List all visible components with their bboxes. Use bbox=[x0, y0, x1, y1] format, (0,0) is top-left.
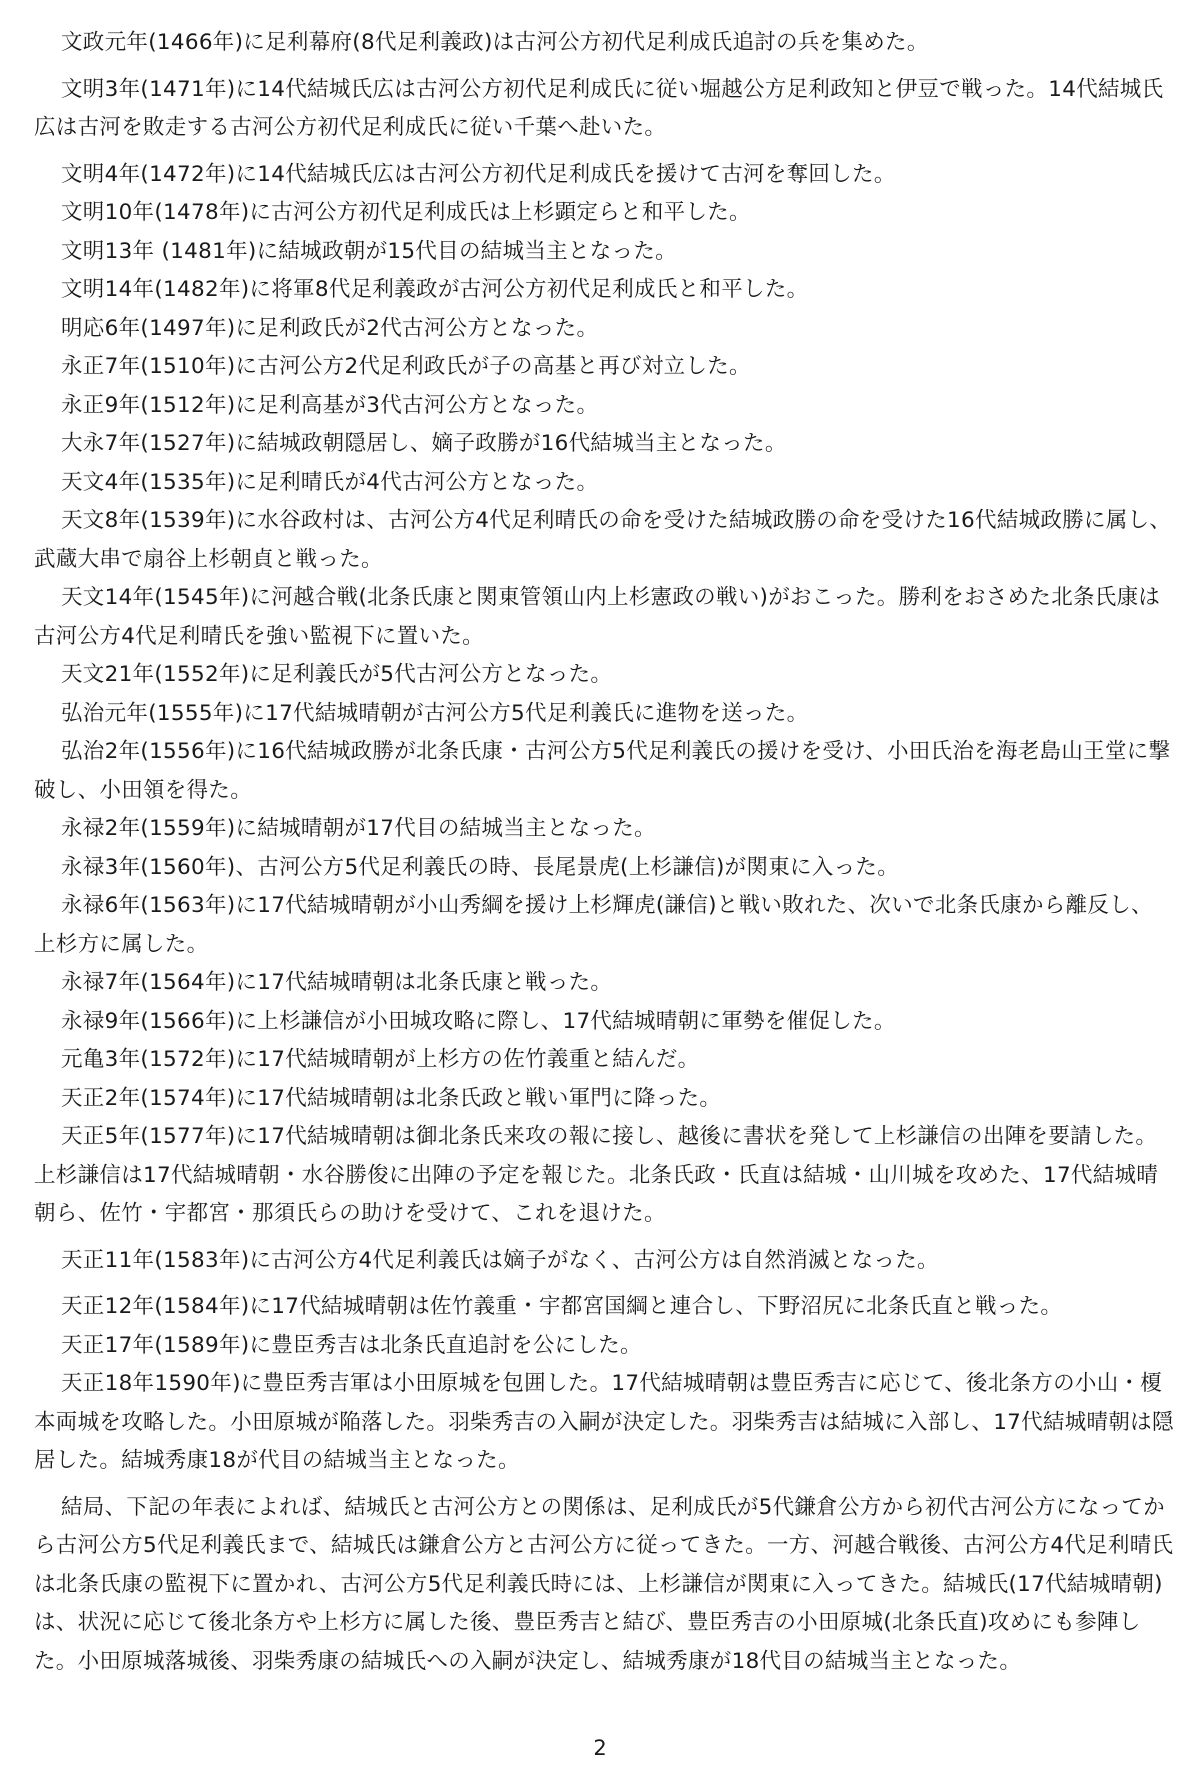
paragraph: 文明4年(1472年)に14代結城氏広は古河公方初代足利成氏を援けて古河を奪回した。 bbox=[61, 161, 896, 187]
paragraph: 永正7年(1510年)に古河公方2代足利政氏が子の高基と再び対立した。 bbox=[61, 354, 751, 379]
paragraph: 元亀3年(1572年)に17代結城晴朝が上杉方の佐竹義重と結んだ。 bbox=[61, 1047, 700, 1072]
paragraph: 天文8年(1539年)に水谷政村は、古河公方4代足利晴氏の命を受けた結城政勝の命を受けた16代結城政勝に属し、武蔵大串で扇谷上杉朝貞と戦った。 bbox=[34, 508, 1172, 572]
paragraph: 天文21年(1552年)に足利義氏が5代古河公方となった。 bbox=[61, 662, 613, 687]
paragraph: 大永7年(1527年)に結城政朝隠居し、嫡子政勝が16代結城当主となった。 bbox=[61, 431, 787, 456]
paragraph: 天正18年1590年)に豊臣秀吉軍は小田原城を包囲した。17代結城晴朝は豊臣秀吉に応じて、後北条方の小山・榎本両城を攻略した。小田原城が陥落した。羽柴秀吉の入嗣が決定した。羽柴秀吉は結城に入部し、17代結城晴朝は隠居した。結城秀康18が代目の結城当主となった。 bbox=[34, 1371, 1174, 1473]
paragraph: 文明3年(1471年)に14代結城氏広は古河公方初代足利成氏に従い堀越公方足利政知と伊豆で戦った。14代結城氏広は古河を敗走する古河公方初代足利成氏に従い千葉へ赴いた。 bbox=[34, 76, 1164, 140]
document-body bbox=[34, 24, 1174, 1681]
paragraph: 弘治元年(1555年)に17代結城晴朝が古河公方5代足利義氏に進物を送った。 bbox=[61, 700, 809, 726]
paragraph: 文政元年(1466年)に足利幕府(8代足利義政)は古河公方初代足利成氏追討の兵を集めた。 bbox=[61, 30, 929, 55]
paragraph: 天正11年(1583年)に古河公方4代足利義氏は嫡子がなく、古河公方は自然消滅となった。 bbox=[61, 1247, 939, 1273]
paragraph: 永禄6年(1563年)に17代結城晴朝が小山秀綱を援け上杉輝虎(謙信)と戦い敗れた、次いで北条氏康から離反し、上杉方に属した。 bbox=[34, 893, 1153, 957]
paragraph: 天正2年(1574年)に17代結城晴朝は北条氏政と戦い軍門に降った。 bbox=[61, 1085, 722, 1111]
paragraph: 永禄2年(1559年)に結城晴朝が17代目の結城当主となった。 bbox=[61, 816, 656, 841]
paragraph: 天文14年(1545年)に河越合戦(北条氏康と関東管領山内上杉憲政の戦い)がおこった。勝利をおさめた北条氏康は古河公方4代足利晴氏を強い監視下に置いた。 bbox=[34, 585, 1161, 649]
paragraph: 永正9年(1512年)に足利高基が3代古河公方となった。 bbox=[61, 392, 599, 418]
paragraph: 明応6年(1497年)に足利政氏が2代古河公方となった。 bbox=[61, 315, 599, 341]
paragraph: 弘治2年(1556年)に16代結城政勝が北条氏康・古河公方5代足利義氏の援けを受け、小田氏治を海老島山王堂に撃破し、小田領を得た。 bbox=[34, 739, 1171, 803]
paragraph: 天正12年(1584年)に17代結城晴朝は佐竹義重・宇都宮国綱と連合し、下野沼尻に北条氏直と戦った。 bbox=[61, 1294, 1063, 1319]
paragraph: 天文4年(1535年)に足利晴氏が4代古河公方となった。 bbox=[61, 469, 599, 495]
page-number: 2 bbox=[593, 1736, 607, 1760]
paragraph: 天正5年(1577年)に17代結城晴朝は御北条氏来攻の報に接し、越後に書状を発して上杉謙信の出陣を要請した。上杉謙信は17代結城晴朝・水谷勝俊に出陣の予定を報じた。北条氏政・氏直は結城・山川城を攻めた、17代結城晴朝ら、佐竹・宇都宮・那須氏らの助けを受けて、これを退けた。 bbox=[34, 1124, 1159, 1226]
paragraph: 結局、下記の年表によれば、結城氏と古河公方との関係は、足利成氏が5代鎌倉公方から初代古河公方になってから古河公方5代足利義氏まで、結城氏は鎌倉公方と古河公方に従ってきた。一方、河越合戦後、古河公方4代足利晴氏は北条氏康の監視下に置かれ、古河公方5代足利義氏時には、上杉謙信が関東に入ってきた。結城氏(17代結城晴朝)は、状況に応じて後北条方や上杉方に属した後、豊臣秀吉と結び、豊臣秀吉の小田原城(北条氏直)攻めにも参陣した。小田原城落城後、羽柴秀康の結城氏への入嗣が決定し、結城秀康が18代目の結城当主となった。 bbox=[34, 1494, 1174, 1674]
paragraph: 文明13年 (1481年)に結城政朝が15代目の結城当主となった。 bbox=[61, 238, 677, 264]
paragraph: 文明14年(1482年)に将軍8代足利義政が古河公方初代足利成氏と和平した。 bbox=[61, 277, 809, 302]
paragraph: 天正17年(1589年)に豊臣秀吉は北条氏直追討を公にした。 bbox=[61, 1332, 642, 1358]
paragraph: 永禄3年(1560年)、古河公方5代足利義氏の時、長尾景虎(上杉謙信)が関東に入った。 bbox=[61, 854, 900, 880]
paragraph: 文明10年(1478年)に古河公方初代足利成氏は上杉顕定らと和平した。 bbox=[61, 200, 751, 225]
paragraph: 永禄9年(1566年)に上杉謙信が小田城攻略に際し、17代結城晴朝に軍勢を催促した。 bbox=[61, 1008, 896, 1034]
paragraph: 永禄7年(1564年)に17代結城晴朝は北条氏康と戦った。 bbox=[61, 970, 613, 995]
